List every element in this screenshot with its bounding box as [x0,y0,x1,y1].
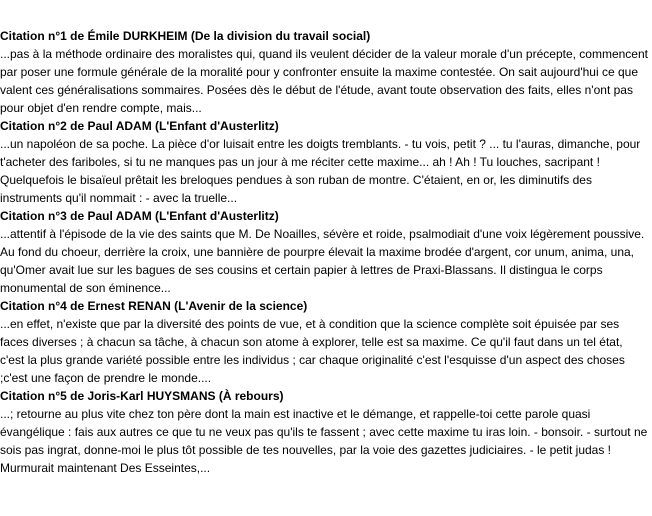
citation-4 [0,297,652,387]
citation-text: ...attentif à l'épisode de la vie des saints que M. De Noailles, sévère et roide, psalmodiait d'une voix légèrement poussive. Au fond du choeur, derrière la croix, une bannière de pourpre élevait la maxime brodée d'argent, cor unum, anima, una, qu'Omer avait lue sur les bagues de ses cousins et certain papier à lettres de Praxi-Blassans. Il distingua le corps monumental de son éminence... [0,227,645,295]
citation-text: ...pas à la méthode ordinaire des moralistes qui, quand ils veulent décider de la valeur morale d'un précepte, commencent par poser une formule générale de la moralité pour y confronter ensuite la maxime contestée. On sait aujourd'hui ce que valent ces généralisations sommaires. Posées dès le début de l'étude, avant toute observation des faits, elles n'ont pas pour objet d'en rendre compte, mais... [0,47,648,115]
citation-text: ...en effet, n'existe que par la diversité des points de vue, et à condition que la science complète soit épuisée par ses faces diverses ; à chacun sa tâche, à chacun son atome à explorer, telle est sa maxime. Ce qu'il faut dans un tel état, c'est la plus grande variété possible entre les individus ; car chaque originalité c'est l'esquisse d'un aspect des choses ;c'est une façon de prendre le monde.... [0,317,625,385]
citation-3 [0,207,652,297]
citation-2 [0,117,652,207]
citation-heading: Citation n°3 de Paul ADAM (L'Enfant d'Austerlitz) [0,209,279,223]
citation-heading: Citation n°1 de Émile DURKHEIM (De la division du travail social) [0,29,371,43]
citation-5 [0,387,652,477]
citations-page [0,27,652,516]
citation-heading: Citation n°2 de Paul ADAM (L'Enfant d'Austerlitz) [0,119,279,133]
citation-heading: Citation n°4 de Ernest RENAN (L'Avenir de la science) [0,299,308,313]
citation-1 [0,27,652,117]
citation-text: ...; retourne au plus vite chez ton père dont la main est inactive et le démange, et rappelle-toi cette parole quasi évangélique : fais aux autres ce que tu ne veux pas qu'ils te fassent ; avec cette maxime tu iras loin. - bonsoir. - surtout ne sois pas ingrat, donne-moi le plus tôt possible de tes nouvelles, par la voie des gazettes judiciaires. - le petit judas ! Murmurait maintenant Des Esseintes,... [0,407,648,475]
citation-heading: Citation n°5 de Joris-Karl HUYSMANS (À rebours) [0,389,284,403]
citation-text: ...un napoléon de sa poche. La pièce d'or luisait entre les doigts tremblants. - tu vois, petit ? ... tu l'auras, dimanche, pour t'acheter des fariboles, si tu ne manques pas un jour à me réciter cette maxime... ah ! Ah ! Tu louches, sacripant ! Quelquefois le bisaïeul prêtait les breloques pendues à son ruban de montre. C'étaient, en or, les diminutifs des instruments qu'il nommait : - avec la truelle... [0,137,641,205]
